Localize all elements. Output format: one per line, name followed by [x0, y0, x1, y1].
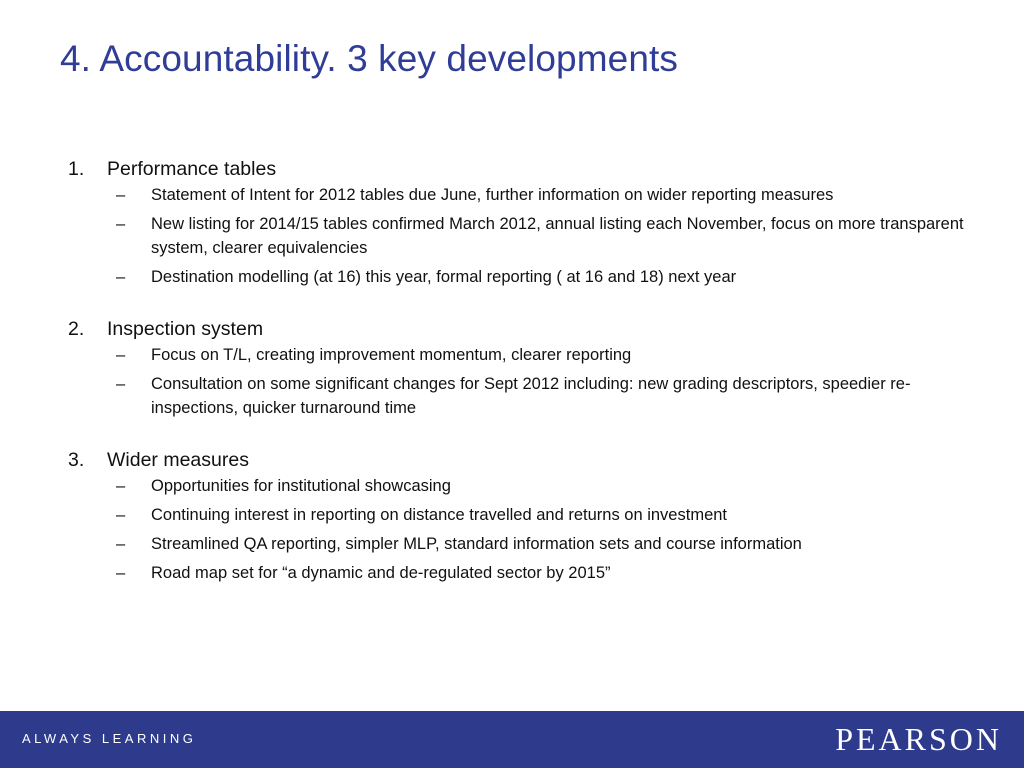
bullet-text: New listing for 2014/15 tables confirmed March 2012, annual listing each November, focus on more transparent system, clearer equivalencies	[151, 215, 964, 257]
bullet-item	[116, 474, 968, 498]
bullet-item	[116, 265, 968, 289]
section-performance-tables	[68, 156, 968, 289]
bullet-item	[116, 183, 968, 207]
bullet-text: Road map set for “a dynamic and de-regulated sector by 2015”	[151, 564, 611, 582]
section-heading	[68, 316, 968, 342]
section-heading	[68, 156, 968, 182]
bullet-item	[116, 503, 968, 527]
bullet-text: Opportunities for institutional showcasing	[151, 477, 451, 495]
bullet-text: Continuing interest in reporting on distance travelled and returns on investment	[151, 506, 728, 524]
footer-tagline: ALWAYS LEARNING	[22, 731, 197, 746]
section-title: Performance tables	[107, 158, 277, 180]
dash-marker: –	[116, 506, 126, 524]
section-number: 3.	[68, 449, 85, 471]
bullet-item	[116, 343, 968, 367]
bullet-text: Statement of Intent for 2012 tables due June, further information on wider reporting measures	[151, 186, 834, 204]
bullet-list	[68, 183, 968, 289]
slide-title: 4. Accountability. 3 key developments	[60, 38, 678, 79]
bullet-list	[68, 474, 968, 585]
dash-marker: –	[116, 564, 126, 582]
bullet-item	[116, 561, 968, 585]
dash-marker: –	[116, 268, 126, 286]
dash-marker: –	[116, 346, 126, 364]
bullet-text: Streamlined QA reporting, simpler MLP, standard information sets and course information	[151, 535, 802, 553]
dash-marker: –	[116, 215, 126, 233]
bullet-item	[116, 372, 968, 420]
bullet-list	[68, 343, 968, 420]
bullet-text: Focus on T/L, creating improvement momentum, clearer reporting	[151, 346, 632, 364]
pearson-logo: PEARSON	[835, 721, 1002, 757]
section-heading	[68, 447, 968, 473]
dash-marker: –	[116, 477, 126, 495]
bullet-item	[116, 532, 968, 556]
dash-marker: –	[116, 375, 126, 393]
bullet-text: Consultation on some significant changes for Sept 2012 including: new grading descriptors, speedier re-inspections, quicker turnaround time	[151, 375, 911, 417]
footer-bar	[0, 711, 1024, 768]
section-title: Wider measures	[107, 449, 249, 471]
section-title: Inspection system	[107, 318, 264, 340]
section-inspection-system	[68, 316, 968, 420]
section-number: 1.	[68, 158, 85, 180]
dash-marker: –	[116, 186, 126, 204]
dash-marker: –	[116, 535, 126, 553]
section-wider-measures	[68, 447, 968, 585]
section-number: 2.	[68, 318, 85, 340]
slide-content	[68, 156, 968, 612]
bullet-item	[116, 212, 968, 260]
bullet-text: Destination modelling (at 16) this year, formal reporting ( at 16 and 18) next year	[151, 268, 737, 286]
